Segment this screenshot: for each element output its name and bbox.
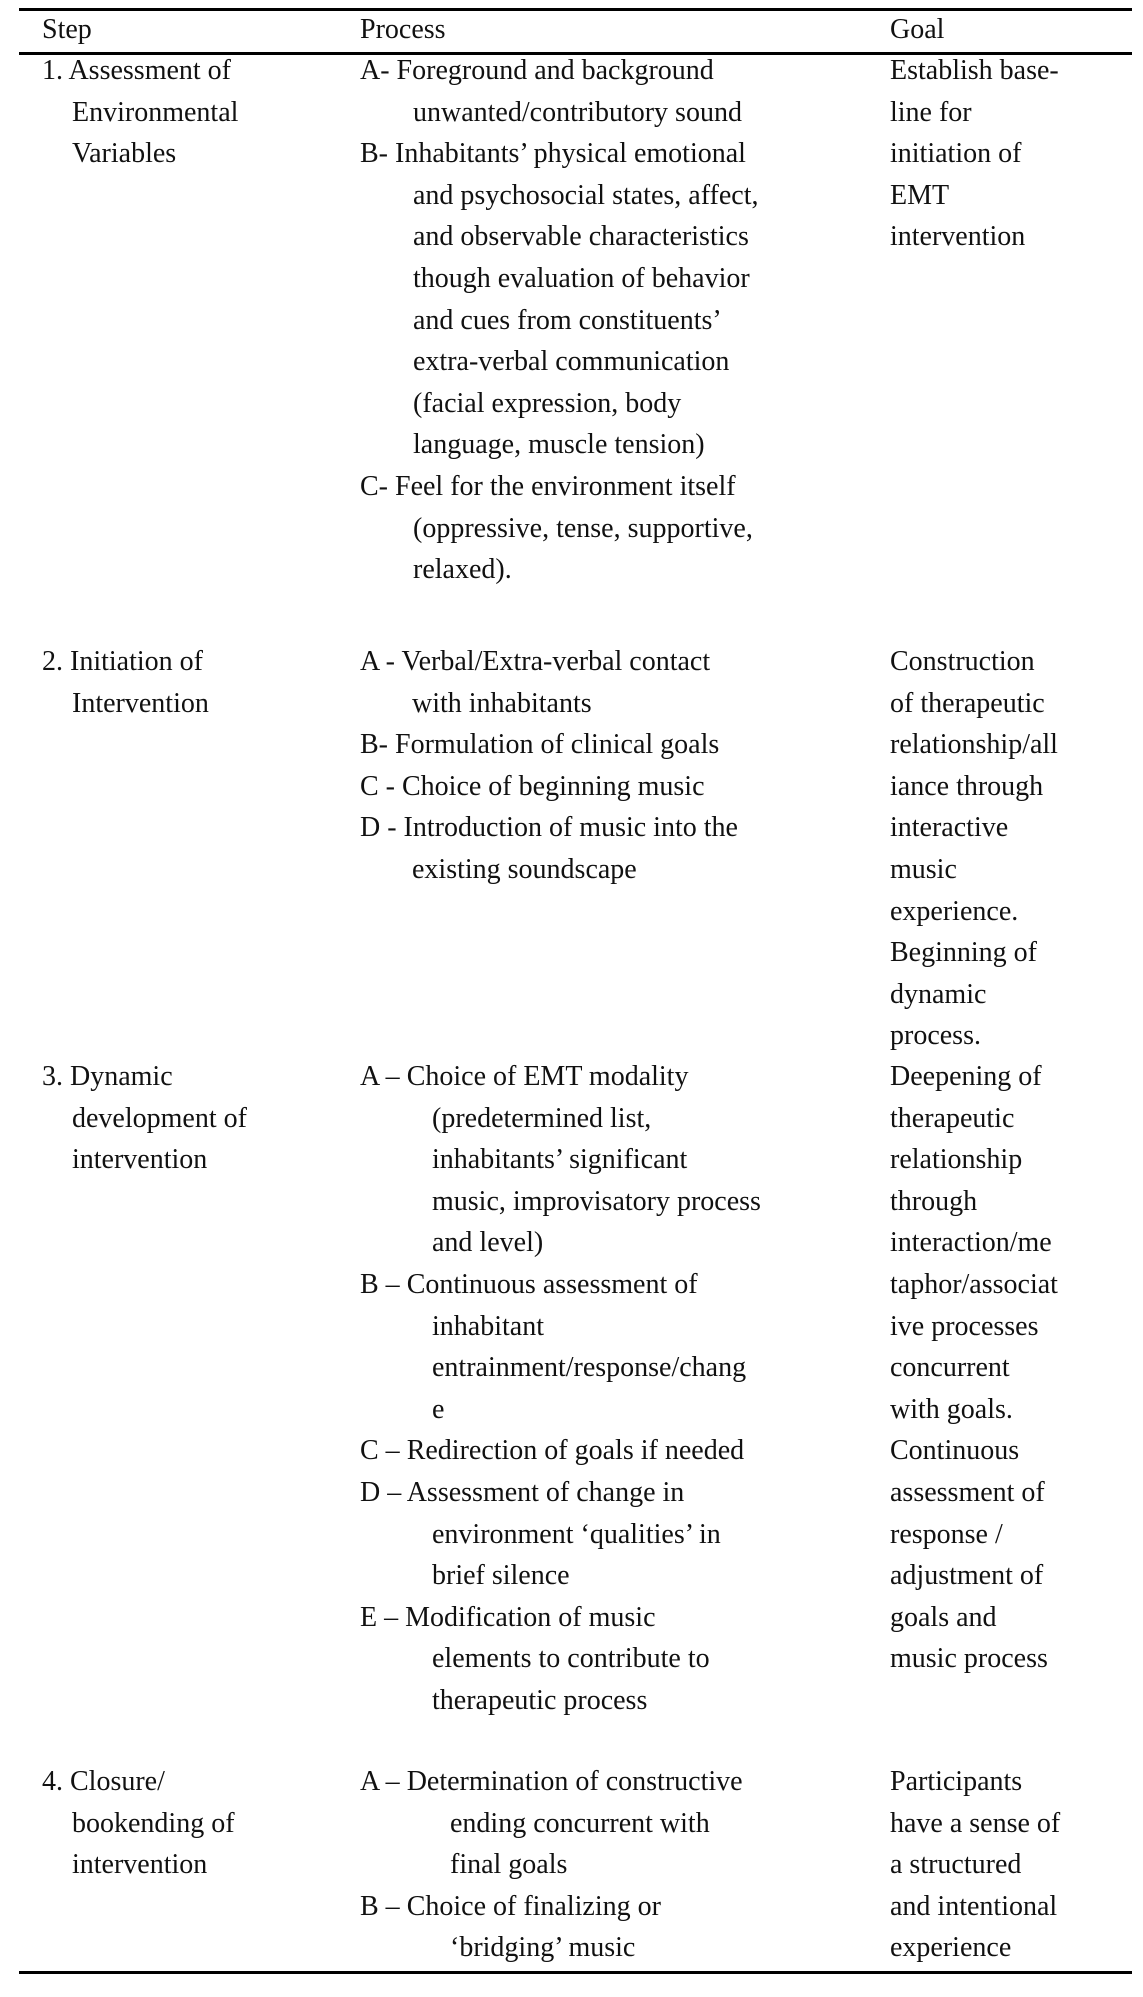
process-item-continuation: elements to contribute to (432, 1643, 710, 1675)
process-item-text: Introduction of music into the (403, 812, 738, 844)
process-item-text: Continuous assessment of (406, 1268, 698, 1300)
step-cell (42, 641, 209, 724)
process-item-first-line (360, 766, 738, 808)
process-item-text: Choice of beginning music (402, 770, 705, 802)
goal-line: Participants (890, 1766, 1023, 1797)
process-item-continuation: relaxed). (413, 554, 512, 586)
step-line: Variables (72, 138, 177, 170)
process-item-continuation: (predetermined list, (432, 1102, 652, 1134)
process-item-text: Modification of music (405, 1601, 656, 1633)
process-item-first-line (360, 1264, 761, 1306)
process-item-text: Foreground and background (396, 55, 714, 86)
process-item-continuation: language, muscle tension) (413, 429, 705, 461)
process-item-label: A - (360, 646, 395, 677)
goal-line: ive processes (890, 1310, 1039, 1342)
process-item-continuation: inhabitant (432, 1310, 544, 1342)
process-item-continuation: music, improvisatory process (432, 1185, 761, 1217)
process-item (360, 641, 738, 724)
step-line: intervention (72, 1849, 208, 1881)
process-item-continuation: though evaluation of behavior (413, 262, 750, 294)
step-line: development of (72, 1102, 247, 1134)
process-item (360, 1430, 761, 1472)
process-item-continuation: and level) (432, 1227, 544, 1259)
goal-line: Establish base- (890, 55, 1059, 86)
bottom-rule (19, 1971, 1132, 1974)
process-item-label: B – (360, 1890, 400, 1922)
process-item (360, 807, 738, 890)
process-item-label: E – (360, 1601, 399, 1633)
goal-line: relationship/all (890, 729, 1058, 761)
process-item-continuation: with inhabitants (412, 687, 592, 719)
process-item-first-line (360, 641, 738, 683)
goal-line: assessment of (890, 1476, 1045, 1508)
process-item-continuation: final goals (450, 1849, 568, 1881)
process-item-text: Assessment of change in (406, 1476, 685, 1508)
goal-line: goals and (890, 1601, 997, 1633)
step-cell (42, 1761, 235, 1886)
process-item-continuation: environment ‘qualities’ in (432, 1518, 721, 1550)
header-goal: Goal (890, 14, 945, 45)
process-item-continuation: (facial expression, body (413, 387, 682, 419)
goal-line: dynamic (890, 978, 987, 1010)
process-item-continuation: inhabitants’ significant (432, 1144, 688, 1176)
process-item-first-line (360, 1430, 761, 1472)
process-item-continuation: and observable characteristics (413, 221, 749, 253)
process-item-text: Inhabitants’ physical emotional (395, 138, 746, 170)
process-item-continuation: ending concurrent with (450, 1807, 710, 1839)
goal-line: interaction/me (890, 1227, 1052, 1259)
goal-line: concurrent (890, 1352, 1010, 1384)
goal-line: Construction (890, 646, 1035, 677)
goal-line: music (890, 853, 957, 885)
process-item-continuation: extra-verbal communication (413, 346, 730, 378)
goal-cell (890, 1761, 1060, 1969)
process-item-continuation: and cues from constituents’ (413, 304, 722, 336)
step-line: Intervention (72, 687, 209, 719)
goal-line: with goals. (890, 1393, 1013, 1425)
process-item-label: A – (360, 1061, 400, 1092)
header-step: Step (42, 14, 92, 45)
process-item-label: B- (360, 138, 388, 170)
goal-line: a structured (890, 1849, 1022, 1881)
step-line: 2. Initiation of (42, 646, 203, 677)
process-item-label: C – (360, 1435, 400, 1467)
process-item-continuation: unwanted/contributory sound (413, 96, 742, 128)
process-item-first-line (360, 1886, 743, 1928)
goal-cell (890, 641, 1058, 1057)
process-item-text: Determination of constructive (406, 1766, 743, 1797)
process-item-first-line (360, 807, 738, 849)
goal-line: line for (890, 96, 972, 128)
goal-line: Beginning of (890, 937, 1037, 969)
goal-line: initiation of (890, 138, 1022, 170)
process-item-label: B- (360, 729, 388, 761)
process-item-text: Feel for the environment itself (395, 470, 736, 502)
process-item-first-line (360, 466, 758, 508)
goal-line: music process (890, 1643, 1048, 1675)
process-item-text: Redirection of goals if needed (406, 1435, 745, 1467)
process-item (360, 133, 758, 466)
process-item-continuation: brief silence (432, 1560, 570, 1592)
process-item-first-line (360, 133, 758, 175)
process-item-label: A- (360, 55, 390, 86)
process-item-first-line (360, 50, 758, 92)
goal-cell (890, 1056, 1058, 1680)
goal-line: therapeutic (890, 1102, 1015, 1134)
process-cell (360, 1761, 743, 1969)
process-item-text: Choice of EMT modality (406, 1061, 689, 1092)
goal-line: Deepening of (890, 1061, 1042, 1092)
goal-line: experience (890, 1932, 1012, 1964)
goal-line: taphor/associat (890, 1268, 1058, 1300)
step-line: 3. Dynamic (42, 1061, 173, 1092)
process-item (360, 1886, 743, 1969)
process-item (360, 50, 758, 133)
goal-line: intervention (890, 221, 1026, 253)
process-item-continuation: ‘bridging’ music (450, 1932, 636, 1964)
step-line: Environmental (72, 96, 239, 128)
process-item-text: Formulation of clinical goals (395, 729, 720, 761)
process-item (360, 466, 758, 591)
goal-line: relationship (890, 1144, 1023, 1176)
process-cell (360, 1056, 761, 1722)
process-cell (360, 50, 758, 591)
process-item-continuation: and psychosocial states, affect, (413, 179, 759, 211)
process-item-continuation: existing soundscape (412, 853, 637, 885)
process-item-label: D – (360, 1476, 402, 1508)
step-cell (42, 1056, 247, 1181)
top-rule (19, 8, 1132, 11)
process-item-continuation: e (432, 1393, 445, 1425)
goal-line: interactive (890, 812, 1009, 844)
process-item-text: Choice of finalizing or (406, 1890, 661, 1922)
goal-line: iance through (890, 770, 1044, 802)
goal-line: response / (890, 1518, 1003, 1550)
process-item-label: A – (360, 1766, 400, 1797)
goal-line: and intentional (890, 1890, 1058, 1922)
goal-line: have a sense of (890, 1807, 1061, 1839)
process-item-text: Verbal/Extra-verbal contact (401, 646, 711, 677)
process-item-first-line (360, 1761, 743, 1803)
step-cell (42, 50, 238, 175)
process-item (360, 1761, 743, 1886)
process-item-continuation: therapeutic process (432, 1684, 648, 1716)
process-item-label: C - (360, 770, 395, 802)
step-line: 1. Assessment of (42, 55, 231, 86)
goal-line: through (890, 1185, 978, 1217)
header-process: Process (360, 14, 446, 45)
process-item-label: B – (360, 1268, 400, 1300)
process-item (360, 1472, 761, 1597)
process-item-label: C- (360, 470, 388, 502)
goal-line: process. (890, 1020, 981, 1052)
process-item-continuation: (oppressive, tense, supportive, (413, 512, 753, 544)
process-cell (360, 641, 738, 891)
process-item (360, 724, 738, 766)
goal-line: adjustment of (890, 1560, 1044, 1592)
step-line: 4. Closure/ (42, 1766, 165, 1797)
process-item-first-line (360, 1056, 761, 1098)
process-item-first-line (360, 1472, 761, 1514)
process-item-first-line (360, 1597, 761, 1639)
process-item (360, 1597, 761, 1722)
process-item-label: D - (360, 812, 397, 844)
process-item-first-line (360, 724, 738, 766)
step-line: intervention (72, 1144, 208, 1176)
goal-line: Continuous (890, 1435, 1020, 1467)
process-item (360, 1056, 761, 1264)
goal-line: experience. (890, 895, 1019, 927)
goal-line: of therapeutic (890, 687, 1045, 719)
process-item-continuation: entrainment/response/chang (432, 1352, 747, 1384)
goal-cell (890, 50, 1059, 258)
process-item (360, 1264, 761, 1430)
step-line: bookending of (72, 1807, 235, 1839)
goal-line: EMT (890, 179, 950, 211)
process-item (360, 766, 738, 808)
